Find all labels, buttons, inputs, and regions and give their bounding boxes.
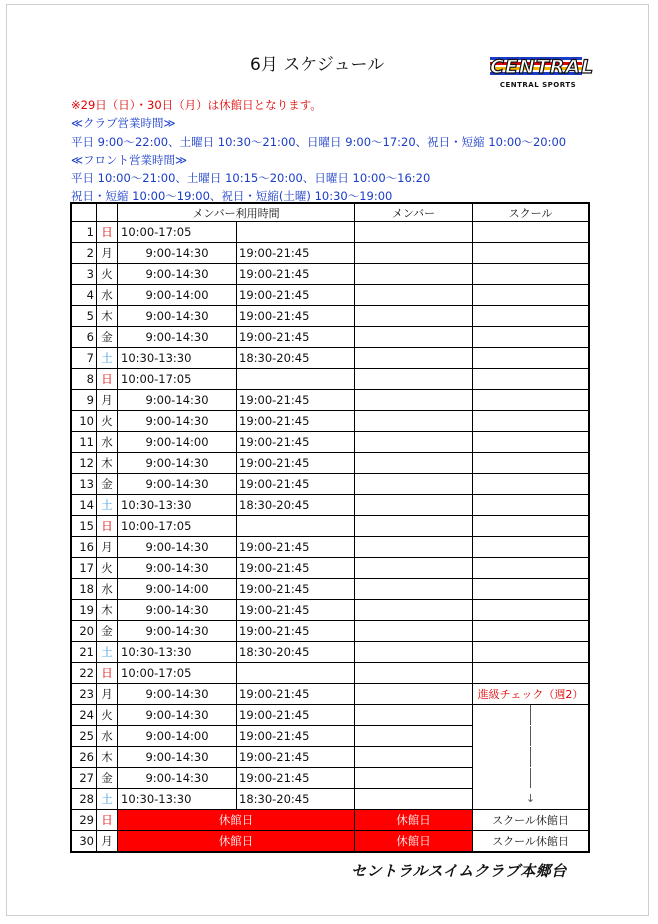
time-slot-2: 18:30-20:45: [237, 642, 355, 663]
weekday: 火: [97, 558, 118, 579]
member-cell: [355, 243, 473, 264]
time-slot-1: 10:00-17:05: [118, 222, 237, 243]
time-slot-2: 19:00-21:45: [237, 537, 355, 558]
school-cell: [473, 306, 590, 327]
time-slot-1: 9:00-14:30: [118, 600, 237, 621]
time-slot-2: [237, 663, 355, 684]
weekday: 金: [97, 768, 118, 789]
school-closed-label: スクール休館日: [473, 831, 590, 853]
day-number: 12: [71, 453, 97, 474]
day-number: 1: [71, 222, 97, 243]
weekday: 金: [97, 621, 118, 642]
day-number: 23: [71, 684, 97, 705]
weekday: 火: [97, 264, 118, 285]
time-slot-2: 19:00-21:45: [237, 285, 355, 306]
time-slot-1: 9:00-14:30: [118, 327, 237, 348]
table-row: [71, 558, 589, 579]
table-row: [71, 432, 589, 453]
time-slot-2: 19:00-21:45: [237, 264, 355, 285]
day-number: 11: [71, 432, 97, 453]
time-slot-2: 18:30-20:45: [237, 789, 355, 810]
time-slot-2: 19:00-21:45: [237, 306, 355, 327]
arrow-down-icon: ↓: [525, 792, 536, 806]
time-slot-2: 19:00-21:45: [237, 453, 355, 474]
weekday: 日: [97, 663, 118, 684]
weekday: 日: [97, 369, 118, 390]
day-number: 18: [71, 579, 97, 600]
weekday: 月: [97, 537, 118, 558]
time-slot-1: 9:00-14:30: [118, 411, 237, 432]
header-school: スクール: [473, 203, 590, 222]
school-cell: [473, 453, 590, 474]
day-number: 17: [71, 558, 97, 579]
day-number: 21: [71, 642, 97, 663]
time-slot-1: 9:00-14:30: [118, 474, 237, 495]
time-slot-1: 9:00-14:30: [118, 705, 237, 726]
school-cell: [473, 411, 590, 432]
front-hours-heading: ≪フロント営業時間≫: [71, 152, 188, 167]
table-row: [71, 285, 589, 306]
day-number: 30: [71, 831, 97, 853]
weekday: 土: [97, 348, 118, 369]
member-cell: [355, 411, 473, 432]
day-number: 10: [71, 411, 97, 432]
header-row: [71, 203, 589, 222]
school-cell: [473, 726, 590, 747]
table-row: [71, 348, 589, 369]
time-slot-2: 19:00-21:45: [237, 768, 355, 789]
table-row: [71, 537, 589, 558]
closed-label: 休館日: [118, 810, 355, 831]
member-cell: [355, 642, 473, 663]
weekday: 木: [97, 306, 118, 327]
time-slot-1: 9:00-14:30: [118, 621, 237, 642]
time-slot-1: 10:30-13:30: [118, 495, 237, 516]
school-cell: [473, 663, 590, 684]
weekday: 月: [97, 390, 118, 411]
day-number: 13: [71, 474, 97, 495]
day-number: 8: [71, 369, 97, 390]
school-cell: [473, 432, 590, 453]
time-slot-2: [237, 516, 355, 537]
member-cell: [355, 537, 473, 558]
school-cell: [473, 390, 590, 411]
member-cell: [355, 663, 473, 684]
member-closed-label: 休館日: [355, 810, 473, 831]
time-slot-1: 9:00-14:30: [118, 768, 237, 789]
time-slot-2: [237, 369, 355, 390]
club-name-footer: セントラルスイムクラブ本郷台: [351, 862, 567, 880]
weekday: 金: [97, 474, 118, 495]
day-number: 20: [71, 621, 97, 642]
time-slot-2: 19:00-21:45: [237, 747, 355, 768]
school-cell: [473, 222, 590, 243]
school-note: 進級チェック（週2）: [473, 684, 590, 705]
closed-row: [71, 831, 589, 853]
weekday: 土: [97, 495, 118, 516]
time-slot-2: 19:00-21:45: [237, 600, 355, 621]
school-cell: [473, 474, 590, 495]
weekday: 水: [97, 285, 118, 306]
weekday: 火: [97, 411, 118, 432]
table-row: [71, 600, 589, 621]
table-row: [71, 768, 589, 789]
header-member-time: メンバー利用時間: [118, 203, 355, 222]
table-row: [71, 390, 589, 411]
weekday: 木: [97, 747, 118, 768]
time-slot-1: 9:00-14:30: [118, 306, 237, 327]
member-cell: [355, 495, 473, 516]
table-row: [71, 495, 589, 516]
closure-note: ※29日（日）・30日（月）は休館日となります。: [71, 98, 322, 112]
member-cell: [355, 516, 473, 537]
table-row: [71, 579, 589, 600]
weekday: 水: [97, 726, 118, 747]
school-cell: [473, 516, 590, 537]
school-cell: [473, 621, 590, 642]
day-number: 5: [71, 306, 97, 327]
day-number: 24: [71, 705, 97, 726]
header-weekday: [97, 203, 118, 222]
front-hours-line-2: 祝日・短縮 10:00～19:00、祝日・短縮(土曜) 10:30～19:00: [71, 189, 393, 204]
time-slot-2: 19:00-21:45: [237, 726, 355, 747]
time-slot-1: 10:30-13:30: [118, 348, 237, 369]
arrow-line-icon: [530, 705, 531, 725]
member-cell: [355, 432, 473, 453]
member-cell: [355, 684, 473, 705]
logo-subtitle: CENTRAL SPORTS: [499, 81, 577, 89]
member-cell: [355, 747, 473, 768]
school-cell: [473, 495, 590, 516]
time-slot-1: 9:00-14:30: [118, 558, 237, 579]
member-cell: [355, 621, 473, 642]
time-slot-2: 19:00-21:45: [237, 411, 355, 432]
member-cell: [355, 222, 473, 243]
member-cell: [355, 726, 473, 747]
day-number: 16: [71, 537, 97, 558]
time-slot-2: 19:00-21:45: [237, 474, 355, 495]
member-cell: [355, 369, 473, 390]
table-row: [71, 642, 589, 663]
school-cell: [473, 327, 590, 348]
school-cell: [473, 264, 590, 285]
table-row: [71, 264, 589, 285]
day-number: 22: [71, 663, 97, 684]
table-row: [71, 222, 589, 243]
day-number: 3: [71, 264, 97, 285]
weekday: 金: [97, 327, 118, 348]
header-member: メンバー: [355, 203, 473, 222]
time-slot-2: 19:00-21:45: [237, 327, 355, 348]
arrow-line-icon: [530, 747, 531, 767]
club-hours: 平日 9:00～22:00、土曜日 10:30～21:00、日曜日 9:00～17:20、祝日・短縮 10:00～20:00: [71, 134, 567, 149]
time-slot-2: [237, 222, 355, 243]
central-sports-logo: [490, 55, 595, 95]
day-number: 4: [71, 285, 97, 306]
time-slot-1: 10:00-17:05: [118, 663, 237, 684]
day-number: 14: [71, 495, 97, 516]
weekday: 土: [97, 642, 118, 663]
member-cell: [355, 306, 473, 327]
table-row: [71, 684, 589, 705]
member-cell: [355, 705, 473, 726]
time-slot-1: 10:00-17:05: [118, 369, 237, 390]
table-row: [71, 474, 589, 495]
member-cell: [355, 264, 473, 285]
member-cell: [355, 768, 473, 789]
weekday: 水: [97, 579, 118, 600]
time-slot-1: 9:00-14:30: [118, 264, 237, 285]
school-cell: [473, 579, 590, 600]
time-slot-2: 19:00-21:45: [237, 579, 355, 600]
day-number: 9: [71, 390, 97, 411]
weekday: 水: [97, 432, 118, 453]
weekday: 土: [97, 789, 118, 810]
school-cell: [473, 789, 590, 810]
weekday: 月: [97, 831, 118, 853]
time-slot-1: 9:00-14:00: [118, 285, 237, 306]
day-number: 15: [71, 516, 97, 537]
day-number: 25: [71, 726, 97, 747]
table-row: [71, 705, 589, 726]
school-cell: [473, 705, 590, 726]
time-slot-2: 18:30-20:45: [237, 495, 355, 516]
member-cell: [355, 285, 473, 306]
school-cell: [473, 600, 590, 621]
weekday: 日: [97, 810, 118, 831]
member-cell: [355, 579, 473, 600]
weekday: 日: [97, 222, 118, 243]
weekday: 日: [97, 516, 118, 537]
table-row: [71, 726, 589, 747]
arrow-line-icon: [530, 726, 531, 746]
table-row: [71, 789, 589, 810]
school-cell: [473, 243, 590, 264]
school-cell: [473, 537, 590, 558]
time-slot-2: 19:00-21:45: [237, 390, 355, 411]
page-title: 6月 スケジュール: [250, 55, 385, 75]
time-slot-1: 10:30-13:30: [118, 642, 237, 663]
arrow-line-icon: [530, 768, 531, 788]
member-cell: [355, 789, 473, 810]
day-number: 27: [71, 768, 97, 789]
table-row: [71, 411, 589, 432]
day-number: 28: [71, 789, 97, 810]
member-cell: [355, 327, 473, 348]
schedule-table: [70, 202, 590, 853]
time-slot-1: 10:30-13:30: [118, 789, 237, 810]
time-slot-1: 9:00-14:00: [118, 579, 237, 600]
time-slot-1: 9:00-14:30: [118, 453, 237, 474]
time-slot-2: 19:00-21:45: [237, 705, 355, 726]
header-day: [71, 203, 97, 222]
time-slot-1: 9:00-14:00: [118, 432, 237, 453]
school-closed-label: スクール休館日: [473, 810, 590, 831]
time-slot-1: 10:00-17:05: [118, 516, 237, 537]
table-row: [71, 453, 589, 474]
school-cell: [473, 642, 590, 663]
time-slot-2: 19:00-21:45: [237, 558, 355, 579]
time-slot-1: 9:00-14:30: [118, 243, 237, 264]
day-number: 26: [71, 747, 97, 768]
weekday: 火: [97, 705, 118, 726]
table-row: [71, 306, 589, 327]
day-number: 2: [71, 243, 97, 264]
table-row: [71, 327, 589, 348]
front-hours-line-1: 平日 10:00～21:00、土曜日 10:15～20:00、日曜日 10:00～16:20: [71, 171, 431, 186]
weekday: 月: [97, 684, 118, 705]
table-row: [71, 747, 589, 768]
time-slot-1: 9:00-14:30: [118, 537, 237, 558]
table-row: [71, 369, 589, 390]
member-cell: [355, 348, 473, 369]
day-number: 19: [71, 600, 97, 621]
member-cell: [355, 558, 473, 579]
table-row: [71, 243, 589, 264]
member-closed-label: 休館日: [355, 831, 473, 853]
time-slot-2: 19:00-21:45: [237, 621, 355, 642]
table-row: [71, 663, 589, 684]
school-cell: [473, 768, 590, 789]
club-hours-heading: ≪クラブ営業時間≫: [71, 116, 176, 131]
school-cell: [473, 747, 590, 768]
member-cell: [355, 453, 473, 474]
school-cell: [473, 348, 590, 369]
table-row: [71, 621, 589, 642]
time-slot-1: 9:00-14:30: [118, 390, 237, 411]
closed-row: [71, 810, 589, 831]
logo-mark: [490, 55, 595, 78]
notes: [71, 96, 566, 206]
school-cell: [473, 369, 590, 390]
time-slot-2: 19:00-21:45: [237, 243, 355, 264]
logo-word: CENTRAL: [490, 56, 595, 78]
closed-label: 休館日: [118, 831, 355, 853]
weekday: 木: [97, 600, 118, 621]
time-slot-2: 18:30-20:45: [237, 348, 355, 369]
school-cell: [473, 558, 590, 579]
member-cell: [355, 600, 473, 621]
table-row: [71, 516, 589, 537]
school-cell: [473, 285, 590, 306]
time-slot-2: 19:00-21:45: [237, 684, 355, 705]
time-slot-2: 19:00-21:45: [237, 432, 355, 453]
weekday: 木: [97, 453, 118, 474]
time-slot-1: 9:00-14:00: [118, 726, 237, 747]
time-slot-1: 9:00-14:30: [118, 684, 237, 705]
time-slot-1: 9:00-14:30: [118, 747, 237, 768]
day-number: 6: [71, 327, 97, 348]
weekday: 月: [97, 243, 118, 264]
day-number: 7: [71, 348, 97, 369]
day-number: 29: [71, 810, 97, 831]
member-cell: [355, 474, 473, 495]
member-cell: [355, 390, 473, 411]
